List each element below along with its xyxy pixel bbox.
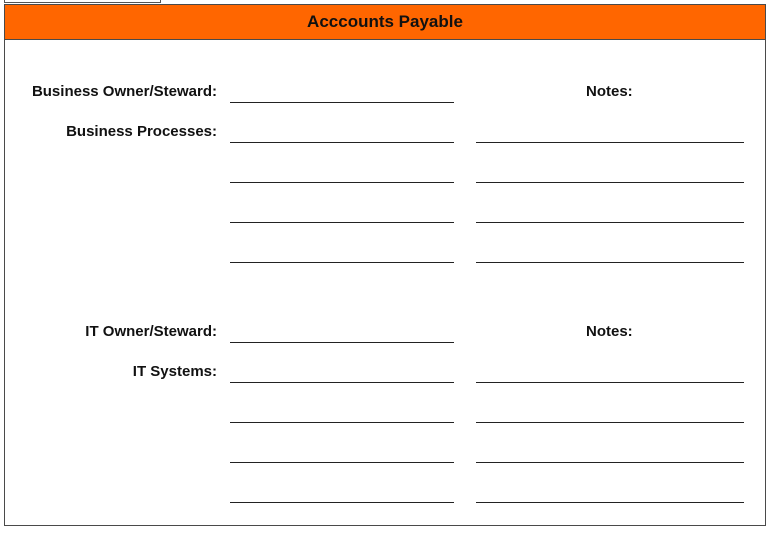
it-owner-field[interactable] <box>230 342 454 343</box>
it-notes-field-4[interactable] <box>476 502 744 503</box>
it-system-field-2[interactable] <box>230 422 454 423</box>
sheet-tab-stub <box>4 0 161 3</box>
form-frame <box>4 4 766 526</box>
it-notes-field-3[interactable] <box>476 462 744 463</box>
business-process-field-1[interactable] <box>230 142 454 143</box>
business-owner-field[interactable] <box>230 102 454 103</box>
business-process-field-4[interactable] <box>230 262 454 263</box>
it-owner-label: IT Owner/Steward: <box>85 323 217 340</box>
business-notes-field-3[interactable] <box>476 222 744 223</box>
business-processes-label: Business Processes: <box>66 123 217 140</box>
it-system-field-1[interactable] <box>230 382 454 383</box>
it-notes-field-1[interactable] <box>476 382 744 383</box>
it-notes-label: Notes: <box>586 323 633 340</box>
form-title: Acccounts Payable <box>307 12 463 31</box>
it-notes-field-2[interactable] <box>476 422 744 423</box>
business-owner-label: Business Owner/Steward: <box>31 83 217 100</box>
title-bar <box>5 5 765 40</box>
business-notes-field-2[interactable] <box>476 182 744 183</box>
business-notes-label: Notes: <box>586 83 633 100</box>
business-notes-field-1[interactable] <box>476 142 744 143</box>
it-system-field-3[interactable] <box>230 462 454 463</box>
it-system-field-4[interactable] <box>230 502 454 503</box>
business-notes-field-4[interactable] <box>476 262 744 263</box>
business-process-field-2[interactable] <box>230 182 454 183</box>
business-process-field-3[interactable] <box>230 222 454 223</box>
it-systems-label: IT Systems: <box>132 363 217 380</box>
